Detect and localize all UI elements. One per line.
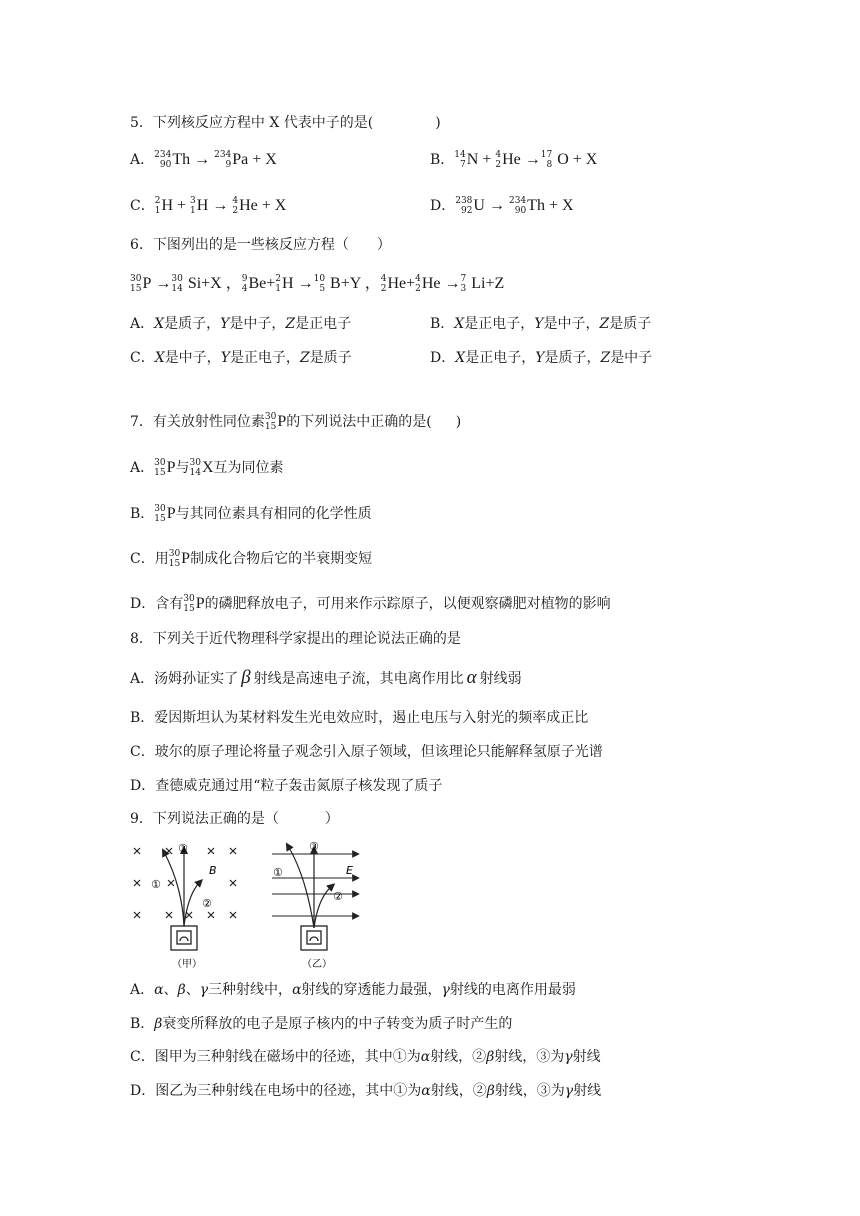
option-a (130, 980, 576, 1000)
option-label: A． (130, 460, 155, 476)
option-label: D． (130, 1083, 156, 1099)
option-text: 用 (154, 551, 169, 567)
mark-2: ② (202, 897, 212, 910)
question-5 (130, 113, 441, 133)
nuclide: 9 4 Be (241, 274, 267, 294)
option-label: D． (430, 198, 456, 214)
nuclear-equation: 238 92 U → 234 90 Th + X (455, 196, 574, 216)
nuclide: 234 90 Th (508, 196, 545, 216)
option-d (430, 196, 574, 216)
nuclide: 234 90 Th (154, 150, 191, 170)
option-b (130, 1014, 512, 1034)
question-stem: 5．下列核反应方程中 X 代表中子的是( (130, 115, 374, 131)
mark-2: ② (333, 890, 343, 903)
alpha-symbol: α (466, 667, 477, 688)
beta-symbol: β (241, 667, 251, 688)
option-label: A． (130, 982, 155, 998)
option-b (430, 314, 651, 334)
option-text: X是质子，Y是中子，Z是正电子 (154, 316, 352, 332)
nuclide: 17 8 (540, 150, 553, 170)
question-9 (130, 809, 339, 829)
option-d (130, 594, 611, 614)
option-b (430, 150, 597, 170)
option-label: C． (130, 551, 155, 567)
option-text: 与其同位素具有相同的化学性质 (175, 506, 372, 522)
option-text: α、β、γ三种射线中，α射线的穿透能力最强，γ射线的电离作用最弱 (154, 982, 576, 998)
mark-1: ① (273, 866, 283, 879)
option-label: A． (130, 152, 155, 168)
option-a (130, 314, 351, 334)
nuclide: 4 2 He (232, 196, 258, 216)
field-label-b: B (209, 864, 217, 877)
option-d (430, 348, 652, 368)
option-text: 汤姆孙证实了 (154, 671, 239, 687)
nuclide: 30 14 X (189, 458, 214, 478)
option-label: B． (430, 316, 455, 332)
question-bracket: ） (324, 811, 339, 827)
option-label: A． (130, 671, 155, 687)
nuclide: 4 2 He (415, 274, 441, 294)
figure-caption: （甲） (172, 959, 202, 970)
option-c (130, 196, 286, 216)
nuclide: 30 15 P (168, 549, 191, 569)
option-label: D． (130, 778, 156, 794)
option-c (130, 742, 603, 762)
option-text: X是中子，Y是正电子，Z是质子 (154, 350, 352, 366)
nuclide: 30 15 P (130, 274, 152, 294)
nuclide: 7 3 (460, 274, 467, 294)
question-stem: 8．下列关于近代物理科学家提出的理论说法正确的是 (130, 631, 461, 647)
option-text: 互为同位素 (213, 460, 284, 476)
option-b (130, 708, 588, 728)
option-text: 含有 (155, 596, 184, 612)
nuclide: 234 9 Pa (214, 150, 249, 170)
nuclide: 3 1 H (190, 196, 209, 216)
option-d (130, 776, 442, 796)
radiation-source (301, 926, 327, 950)
question-stem: 9．下列说法正确的是（ (130, 811, 279, 827)
option-a (130, 150, 277, 170)
option-text: 图甲为三种射线在磁场中的径迹，其中①为α射线，②β射线，③为γ射线 (154, 1049, 601, 1065)
question-stem-rest: 的下列说法中正确的是( (286, 414, 432, 430)
reaction-list (130, 274, 504, 294)
figure-yi-electric-field (266, 836, 366, 970)
question-bracket: ) (455, 414, 462, 430)
nuclide: 2 1 H (275, 274, 294, 294)
nuclide-p30 (154, 506, 175, 522)
field-crosses (134, 848, 236, 918)
option-label: D． (430, 350, 456, 366)
option-text: 射线弱 (479, 671, 522, 687)
option-label: B． (130, 710, 155, 726)
option-text: β衰变所释放的电子是原子核内的中子转变为质子时产生的 (154, 1016, 513, 1032)
figure-caption: （乙） (302, 959, 332, 970)
nuclear-equation: 2 1 H + 3 1 H → 4 2 He + X (154, 196, 287, 216)
field-label-e: E (346, 864, 353, 877)
nuclide-p30 (265, 414, 286, 430)
option-text: 射线是高速电子流，其电离作用比 (253, 671, 464, 687)
option-label: C． (130, 1049, 155, 1065)
option-text: 玻尔的原子理论将量子观念引入原子领域，但该理论只能解释氢原子光谱 (154, 744, 603, 760)
mark-1: ① (151, 878, 161, 891)
option-text: 制成化合物后它的半衰期变短 (190, 551, 373, 567)
question-7 (130, 412, 461, 432)
figure-jia-magnetic-field (126, 836, 256, 970)
option-text: 与 (175, 460, 190, 476)
question-6 (130, 235, 391, 255)
mark-3: ③ (178, 842, 188, 855)
option-d (130, 1081, 601, 1101)
nuclide: 30 14 (171, 274, 183, 294)
option-text: X是正电子，Y是质子，Z是中子 (455, 350, 653, 366)
nuclide: 10 5 (313, 274, 326, 294)
nuclide: 30 15 P (154, 504, 176, 524)
nuclide: 14 7 N (454, 150, 479, 170)
mark-3: ③ (309, 840, 319, 853)
option-label: B． (130, 1016, 155, 1032)
nuclide-p30 (169, 551, 190, 567)
nuclear-equation: 14 7 N + 4 2 He → 17 8 O + X (454, 150, 598, 170)
nuclide-p30 (154, 460, 175, 476)
option-text: 查德威克通过用“粒子轰击氮原子核发现了质子 (155, 778, 443, 794)
option-label: C． (130, 350, 155, 366)
option-label: B． (430, 152, 455, 168)
nuclear-equation: 234 90 Th → 234 9 Pa + X (154, 150, 277, 170)
question-8 (130, 629, 461, 649)
nuclear-equations: 30 15 P → 30 14 Si+X ， 9 4 Be + 2 1 H → 10 5 B+Y ， 4 2 He + 4 2 He → 7 3 Li+Z (130, 274, 505, 294)
option-label: B． (130, 506, 155, 522)
nuclide: 4 2 He (495, 150, 521, 170)
question-stem: 6．下图列出的是一些核反应方程（ (130, 237, 349, 253)
option-c (130, 1047, 601, 1067)
option-b (130, 504, 372, 524)
option-label: C． (130, 198, 155, 214)
option-text: 的磷肥释放电子，可用来作示踪原子，以便观察磷肥对植物的影响 (204, 596, 611, 612)
option-c (130, 348, 352, 368)
radiation-source (171, 926, 197, 950)
option-a (130, 458, 284, 478)
nuclide-x30 (189, 460, 213, 476)
nuclide: 238 92 U (455, 196, 485, 216)
option-text: 爱因斯坦认为某材料发生光电效应时，遏止电压与入射光的频率成正比 (154, 710, 589, 726)
option-text: X是正电子，Y是中子，Z是质子 (454, 316, 652, 332)
nuclide: 4 2 He (380, 274, 407, 294)
nuclide-p30 (183, 596, 204, 612)
option-label: C． (130, 744, 155, 760)
option-label: A． (130, 316, 155, 332)
option-a (130, 668, 522, 689)
option-label: D． (130, 596, 156, 612)
nuclide: 2 1 H (154, 196, 174, 216)
nuclide: 30 15 P (183, 594, 205, 614)
nuclide: 30 15 P (154, 458, 176, 478)
question-stem: 7．有关放射性同位素 (130, 414, 265, 430)
question-bracket: ） (376, 237, 391, 253)
option-text: 图乙为三种射线在电场中的径迹，其中①为α射线，②β射线，③为γ射线 (155, 1083, 602, 1099)
option-c (130, 549, 372, 569)
question-bracket: ) (435, 115, 441, 131)
nuclide: 30 15 P (264, 412, 287, 432)
